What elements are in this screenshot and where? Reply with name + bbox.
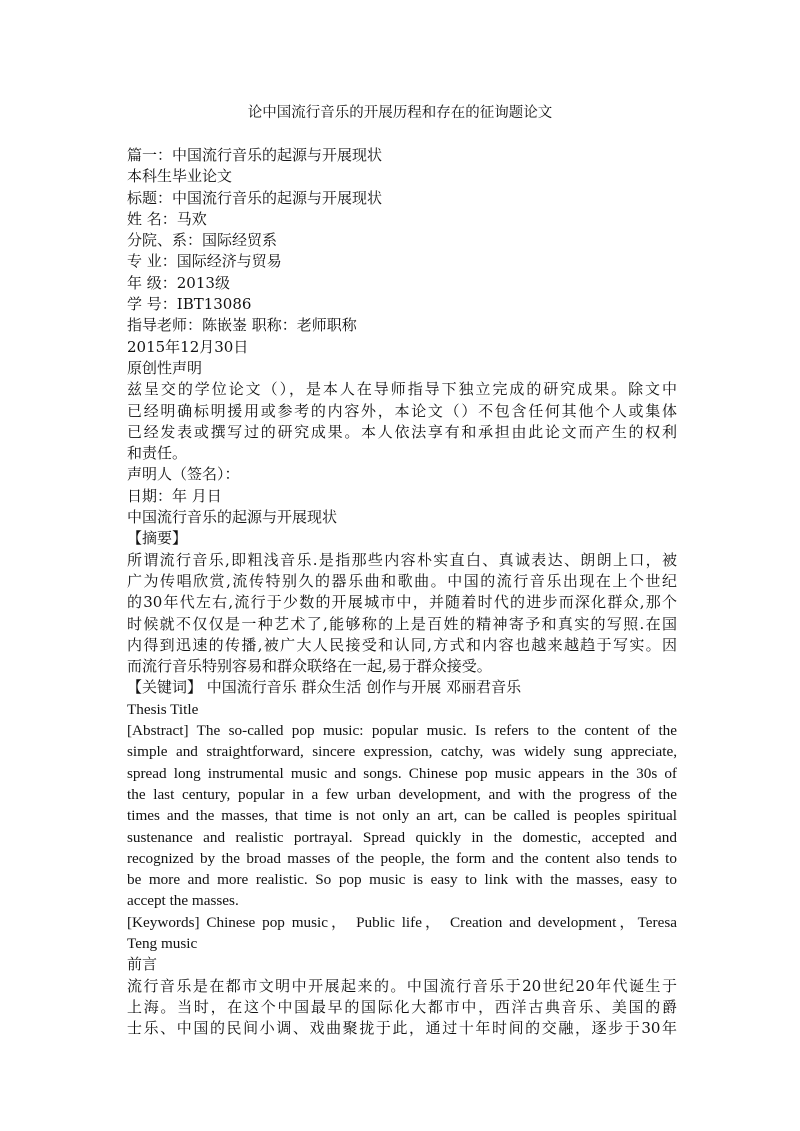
advisor-field: 指导老师：陈嵌崟 职称：老师职称 xyxy=(127,316,357,335)
document-title: 论中国流行音乐的开展历程和存在的征询题论文 xyxy=(247,105,553,121)
english-keywords-line: [Keywords] Chinese pop music， Public life， Creation and development，Teresa xyxy=(127,913,677,931)
originality-text-line: 已经明确标明援用或参考的内容外，本论文（）不包含任何其他个人或集体 xyxy=(127,401,677,420)
paper-subtitle: 中国流行音乐的起源与开展现状 xyxy=(127,508,338,527)
english-abstract-line: sustenance and realistic portrayal. Spread quickly in the domestic, accepted and xyxy=(127,828,677,846)
section-heading: 篇一：中国流行音乐的起源与开展现状 xyxy=(127,146,383,164)
originality-heading: 原创性声明 xyxy=(127,358,203,377)
document-body xyxy=(127,145,677,1039)
english-abstract-line: times and the masses, that time is not only an art, can be called is peoples spiritual xyxy=(127,807,677,825)
author-name-field: 姓 名：马欢 xyxy=(127,209,207,228)
thesis-type: 本科生毕业论文 xyxy=(127,167,233,186)
keywords-line: 【关键词】 中国流行音乐 群众生活 创作与开展 邓丽君音乐 xyxy=(127,678,522,697)
grade-field: 年 级：2013级 xyxy=(127,273,230,292)
abstract-text-line: 内得到迅速的传播,被广大人民接受和认同,方式和内容也越来越趋于写实。因 xyxy=(127,635,677,654)
preface-heading: 前言 xyxy=(127,955,158,974)
originality-text-line: 已经发表或撰写过的研究成果。本人依法享有和承担由此论文而产生的权利 xyxy=(127,422,677,441)
declaration-date-field: 日期：年 月日 xyxy=(127,486,222,505)
preface-text-line: 士乐、中国的民间小调、戏曲聚拢于此，通过十年时间的交融，逐步于30年 xyxy=(127,1019,677,1038)
english-abstract-line: the last century, popular in a few urban development, and with the progress of the xyxy=(127,785,677,803)
abstract-heading: 【摘要】 xyxy=(127,529,188,548)
student-id-field: 学 号：IBT13086 xyxy=(127,295,252,314)
preface-text-line: 上海。当时，在这个中国最早的国际化大都市中，西洋古典音乐、美国的爵 xyxy=(127,997,677,1016)
preface-text-line: 流行音乐是在都市文明中开展起来的。中国流行音乐于20世纪20年代诞生于 xyxy=(127,976,677,995)
major-field: 专 业：国际经济与贸易 xyxy=(127,252,282,271)
english-abstract-line: accept the masses. xyxy=(127,892,239,910)
thesis-title-field: 标题：中国流行音乐的起源与开展现状 xyxy=(127,188,383,207)
english-thesis-title: Thesis Title xyxy=(127,700,199,718)
english-abstract-line: [Abstract] The so-called pop music: popular music. Is refers to the content of the xyxy=(127,722,677,740)
english-abstract-line: recognized by the broad masses of the people, the form and the content also tends to xyxy=(127,849,677,867)
abstract-text-line: 时候就不仅仅是一种艺术了,能够称的上是百姓的精神寄予和真实的写照.在国 xyxy=(127,614,677,633)
originality-text-line: 兹呈交的学位论文（），是本人在导师指导下独立完成的研究成果。除文中 xyxy=(127,380,677,399)
date-field: 2015年12月30日 xyxy=(127,337,249,356)
abstract-text-line: 而流行音乐特别容易和群众联络在一起,易于群众接受。 xyxy=(127,657,492,676)
abstract-text-line: 广为传唱欣赏,流传特别久的器乐曲和歌曲。中国的流行音乐出现在上个世纪 xyxy=(127,571,677,590)
department-field: 分院、系：国际经贸系 xyxy=(127,231,278,250)
abstract-text-line: 的30年代左右,流行于少数的开展城市中，并随着时代的进步而深化群众,那个 xyxy=(127,593,677,612)
english-keywords-line: Teng music xyxy=(127,934,198,952)
originality-text-line: 和责任。 xyxy=(127,444,188,463)
abstract-text-line: 所谓流行音乐,即粗浅音乐.是指那些内容朴实直白、真诚表达、朗朗上口，被 xyxy=(127,550,677,569)
english-abstract-line: be more and more realistic. So pop music is easy to link with the masses, easy to xyxy=(127,871,677,889)
english-abstract-line: spread long instrumental music and songs. Chinese pop music appears in the 30s of xyxy=(127,764,677,782)
english-abstract-line: simple and straightforward, sincere expression, catchy, was widely sung appreciate, xyxy=(127,743,677,761)
declarant-signature-field: 声明人（签名）： xyxy=(127,465,240,484)
